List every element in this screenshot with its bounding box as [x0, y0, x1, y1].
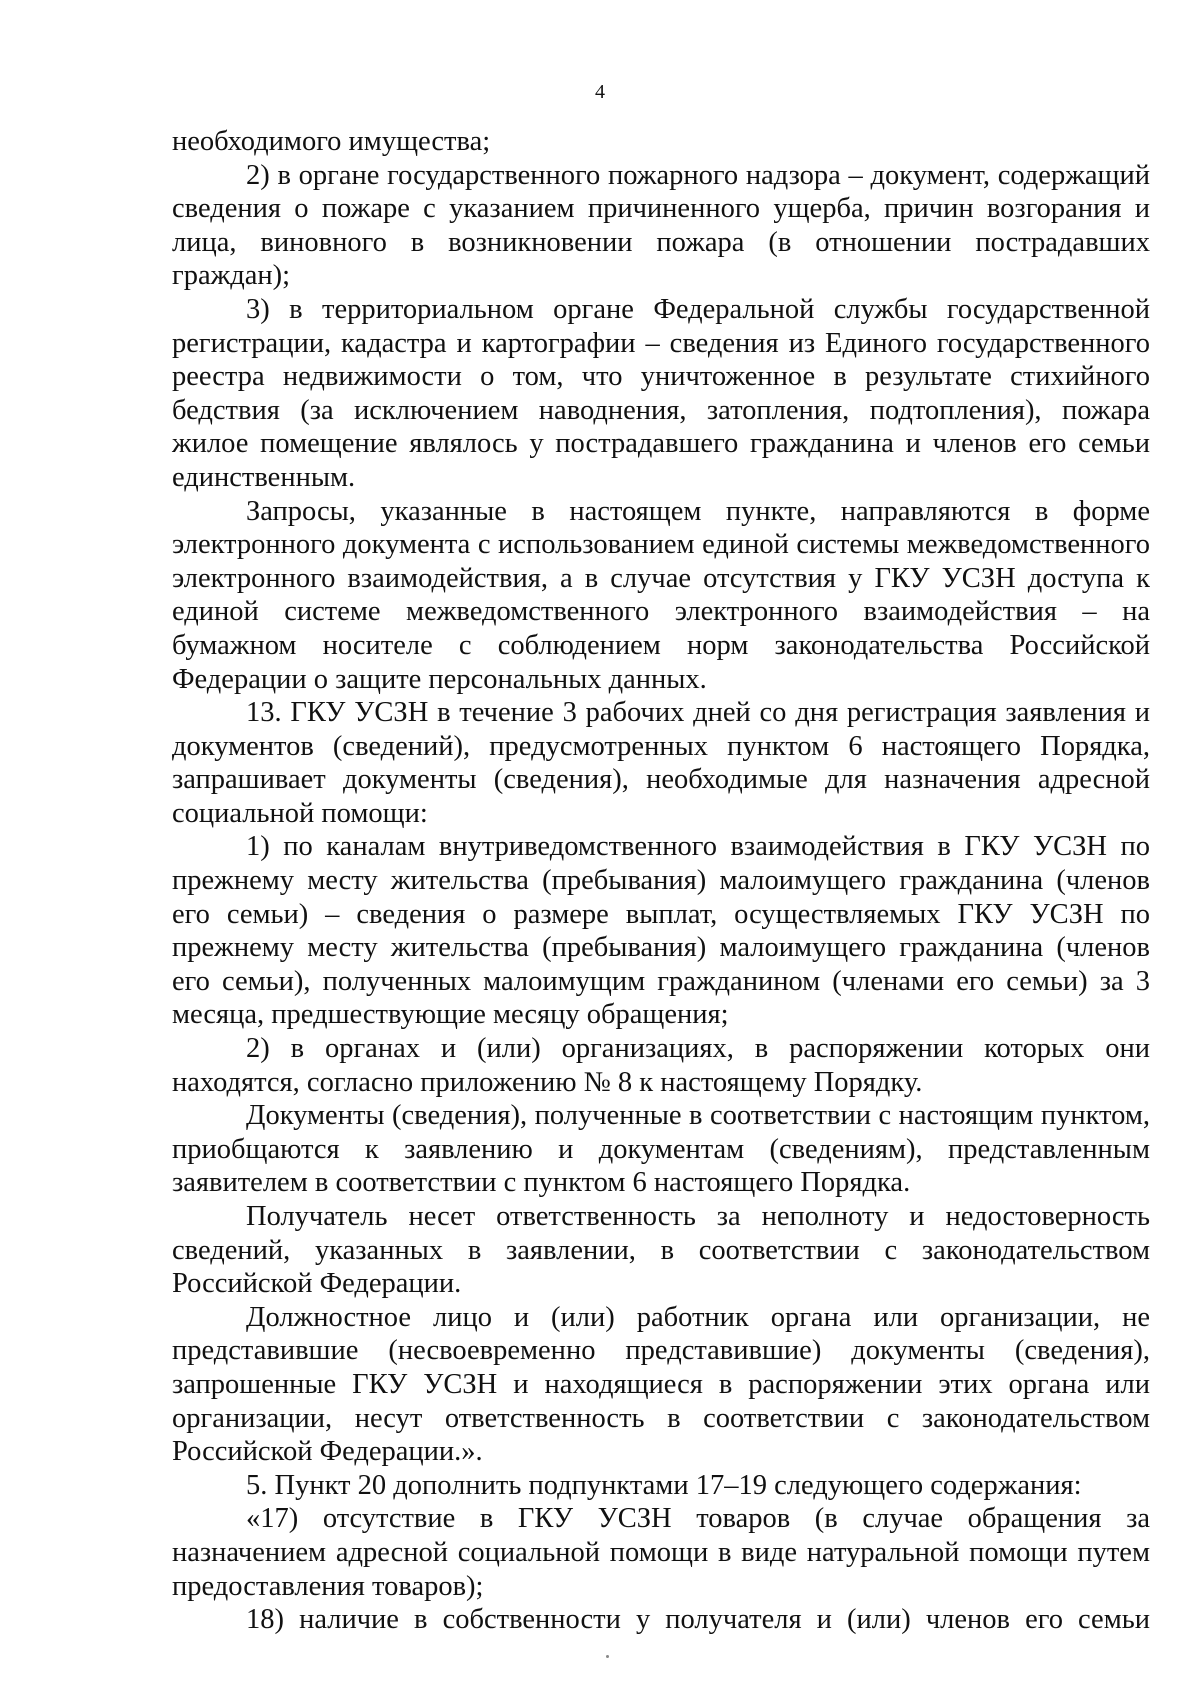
paragraph-8: Документы (сведения), полученные в соответствии с настоящим пунктом, приобщаются к заявлению и документам (сведениям), представленным заявителем в соответствии с пунктом 6 настоящего Порядка. — [172, 1100, 1150, 1199]
paragraph-13: 18) наличие в собственности у получателя и (или) членов его семьи — [246, 1604, 1150, 1636]
paragraph-7: 2) в органах и (или) организациях, в распоряжении которых они находятся, согласно приложению № 8 к настоящему Порядку. — [172, 1033, 1150, 1098]
paragraph-6: 1) по каналам внутриведомственного взаимодействия в ГКУ УСЗН по прежнему месту жительства (пребывания) малоимущего гражданина (членов его семьи) – сведения о размере выплат, осуществляемых ГКУ УСЗН по прежнему месту жительства (пребывания) малоимущего гражданина (членов его семьи), полученных малоимущим гражданином (членами его семьи) за 3 месяца, предшествующие месяцу обращения; — [172, 831, 1150, 1031]
paragraph-4: Запросы, указанные в настоящем пункте, направляются в форме электронного документа с использованием единой системы межведомственного электронного взаимодействия, а в случае отсутствия у ГКУ УСЗН доступа к единой системе межведомственного электронного взаимодействия – на бумажном носителе с соблюдением норм законодательства Российской Федерации о защите персональных данных. — [172, 495, 1150, 695]
paragraph-5: 13. ГКУ УСЗН в течение 3 рабочих дней со дня регистрация заявления и документов (сведений), предусмотренных пунктом 6 настоящего Порядка, запрашивает документы (сведения), необходимые для назначения адресной социальной помощи: — [172, 697, 1150, 829]
paragraph-12: «17) отсутствие в ГКУ УСЗН товаров (в случае обращения за назначением адресной социальной помощи в виде натуральной помощи путем предоставления товаров); — [172, 1503, 1150, 1602]
paragraph-3: 3) в территориальном органе Федеральной службы государственной регистрации, кадастра и картографии – сведения из Единого государственного реестра недвижимости о том, что уничтоженное в результате стихийного бедствия (за исключением наводнения, затопления, подтопления), пожара жилое помещение являлось у пострадавшего гражданина и членов его семьи единственным. — [172, 293, 1150, 493]
paragraph-9: Получатель несет ответственность за неполноту и недостоверность сведений, указанных в заявлении, в соответствии с законодательством Российской Федерации. — [172, 1201, 1150, 1300]
paragraph-1: необходимого имущества; — [172, 126, 491, 157]
page-number: 4 — [595, 81, 605, 103]
paragraph-10: Должностное лицо и (или) работник органа или организации, не представившие (несвоевременно представившие) документы (сведения), запрошенные ГКУ УСЗН и находящиеся в распоряжении этих органа или организации, несут ответственность в соответствии с законодательством Российской Федерации.». — [172, 1301, 1150, 1468]
scan-speck — [606, 1655, 609, 1658]
paragraph-11: 5. Пункт 20 дополнить подпунктами 17–19 следующего содержания: — [246, 1469, 1082, 1501]
document-body — [172, 125, 1150, 1637]
paragraph-2: 2) в органе государственного пожарного надзора – документ, содержащий сведения о пожаре с указанием причиненного ущерба, причин возгорания и лица, виновного в возникновении пожара (в отношении пострадавших граждан); — [172, 159, 1150, 292]
